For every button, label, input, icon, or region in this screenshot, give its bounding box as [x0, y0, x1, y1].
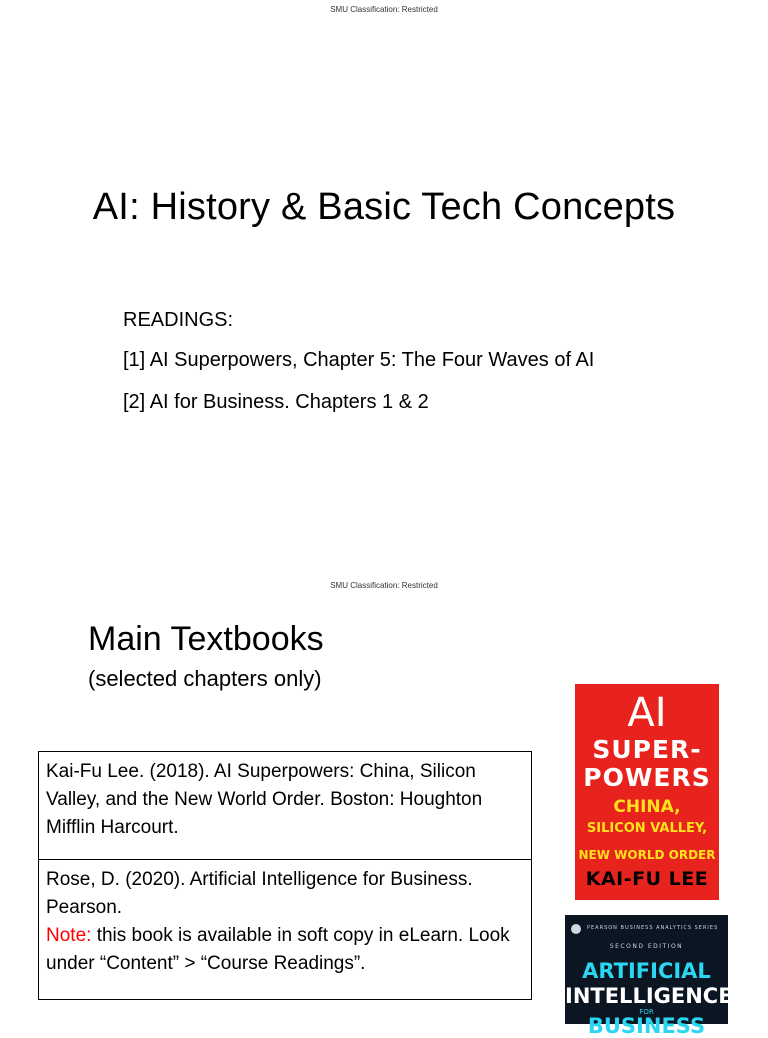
cover1-ai: AI: [627, 690, 667, 736]
references-table: [38, 751, 532, 1000]
cover2-title-intelligence: INTELLIGENCE: [565, 984, 733, 1008]
cover1-china: CHINA,: [613, 797, 681, 817]
rose-citation: Rose, D. (2020). Artificial Intelligence for Business. Pearson.: [46, 869, 473, 918]
readings-label: READINGS:: [123, 309, 234, 331]
reading-item-1: [1] AI Superpowers, Chapter 5: The Four Waves of AI: [123, 349, 595, 371]
section-subtitle: (selected chapters only): [88, 666, 322, 691]
ai-for-business-cover: [565, 915, 733, 1038]
cover2-edition: SECOND EDITION: [609, 943, 684, 950]
reading-item-2: [2] AI for Business. Chapters 1 & 2: [123, 391, 429, 413]
classification-label-second: SMU Classification: Restricted: [330, 581, 438, 590]
pearson-logo-icon: [571, 924, 581, 934]
reference-kai-fu-lee: Kai-Fu Lee. (2018). AI Superpowers: China, Silicon Valley, and the New World Order. Boston: Houghton Mifflin Harcourt.: [39, 752, 531, 860]
classification-label-top: SMU Classification: Restricted: [330, 5, 438, 14]
slide-title: AI: History & Basic Tech Concepts: [92, 186, 676, 228]
cover2-series: PEARSON BUSINESS ANALYTICS SERIES: [587, 925, 719, 931]
cover1-author: KAI-FU LEE: [585, 868, 709, 890]
note-text: this book is available in soft copy in eLearn. Look under “Content” > “Course Readings”.: [46, 925, 510, 974]
cover2-title-for: FOR: [639, 1008, 654, 1016]
cover1-new-world-order: NEW WORLD ORDER: [578, 848, 716, 862]
note-label: Note:: [46, 925, 92, 946]
section-title: Main Textbooks: [88, 620, 324, 658]
cover1-powers: POWERS: [583, 763, 711, 792]
cover2-title-business: BUSINESS: [587, 1014, 706, 1038]
cover2-title-artificial: ARTIFICIAL: [582, 959, 711, 983]
reference-rose: [39, 860, 531, 999]
cover1-super: SUPER-: [592, 735, 702, 764]
cover1-silicon-valley: SILICON VALLEY,: [586, 821, 708, 836]
ai-superpowers-cover: [575, 684, 719, 900]
